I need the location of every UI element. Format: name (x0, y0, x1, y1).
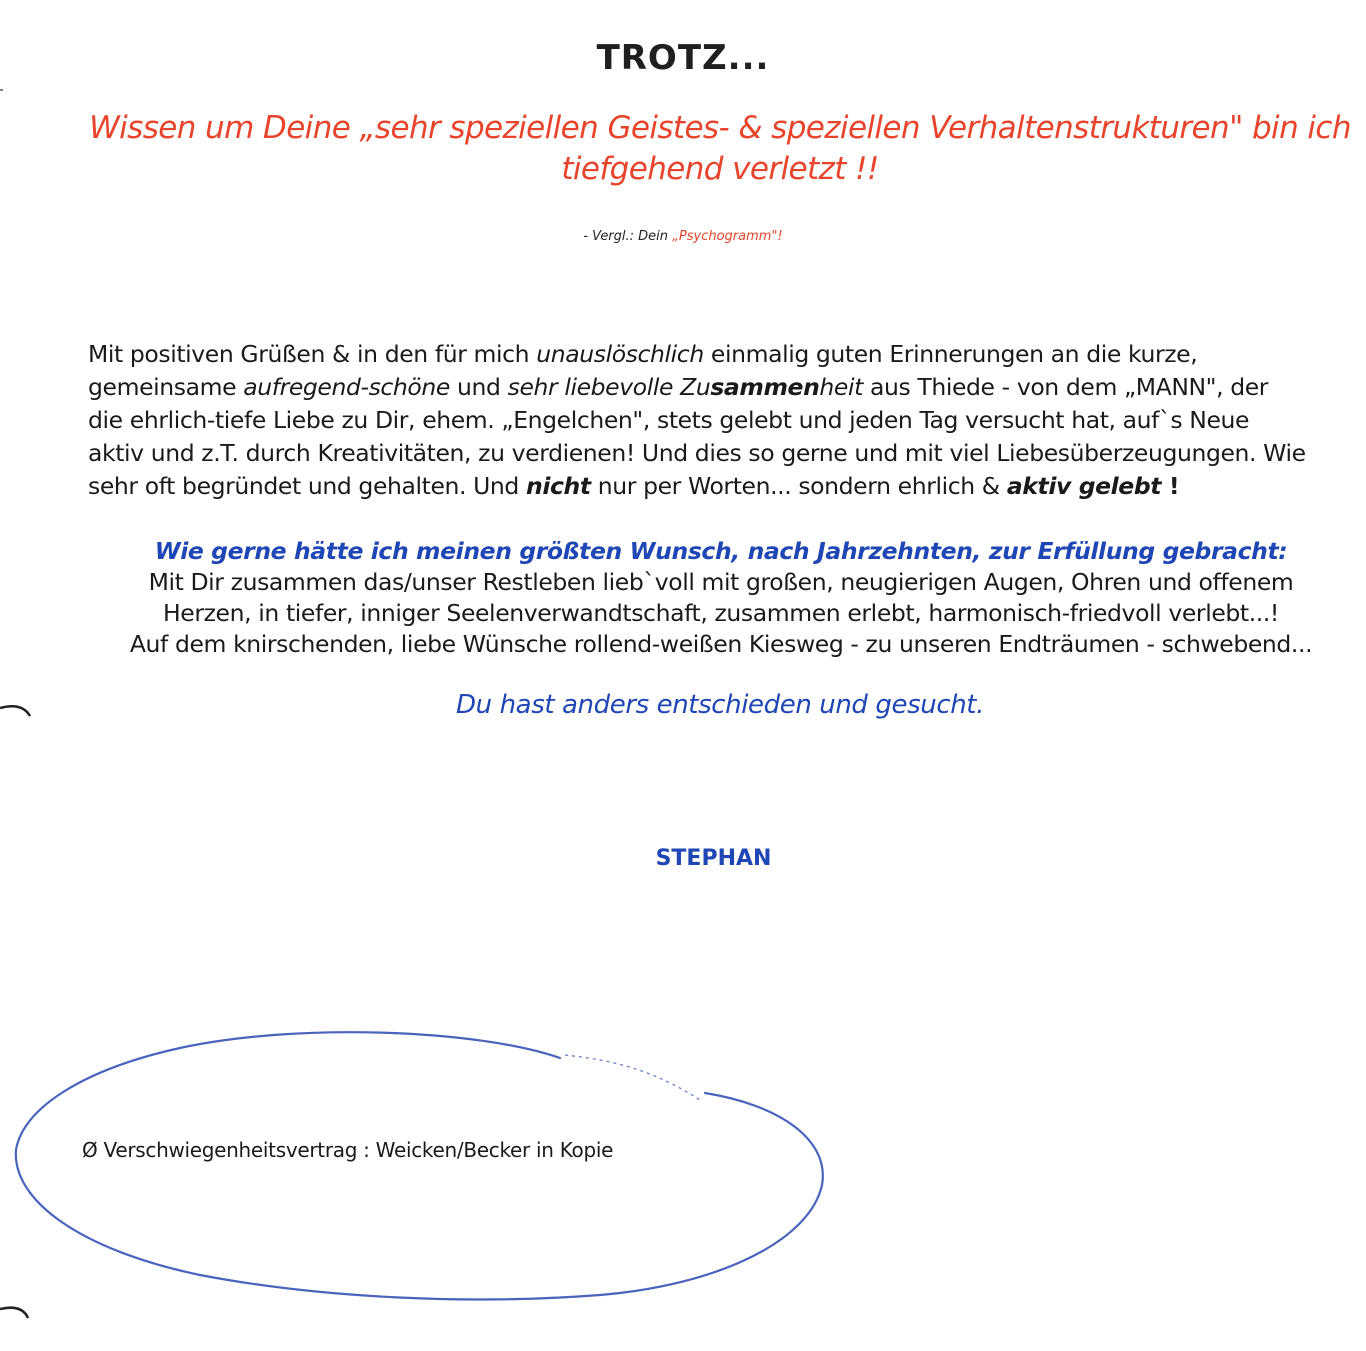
paragraph-exclamation: ! (1161, 472, 1180, 500)
decision-line: Du hast anders entschieden und gesucht. (456, 690, 984, 720)
reference-note (0, 229, 1366, 244)
main-paragraph (88, 338, 1308, 503)
wish-line: Auf dem knirschenden, liebe Wünsche rollend-weißen Kiesweg - zu unseren Endträumen - schwebend... (129, 630, 1313, 658)
paragraph-text: und (449, 373, 508, 401)
paragraph-emphasis: sehr liebevolle Zu (507, 373, 711, 401)
wish-line: Mit Dir zusammen das/unser Restleben lieb`voll mit großen, neugierigen Augen, Ohren und offenem (148, 568, 1294, 596)
wish-line: Herzen, in tiefer, inniger Seelenverwandtschaft, zusammen erlebt, harmonisch-friedvoll verlebt...! (163, 599, 1279, 627)
paragraph-strong: nicht (526, 472, 591, 500)
paragraph-emphasis: heit (819, 373, 863, 401)
wish-heading: Wie gerne hätte ich meinen größten Wunsch, nach Jahrzehnten, zur Erfüllung gebracht: (154, 537, 1288, 565)
signature: STEPHAN (655, 846, 772, 871)
reference-quoted: „Psychogramm"! (672, 229, 783, 244)
paragraph-text: einmalig guten Erinnerungen an die kurze, gemeinsame (88, 340, 1198, 401)
paragraph-text: Mit positiven Grüßen & in den für mich (88, 340, 537, 368)
reference-prefix: - Vergl.: Dein (583, 229, 673, 244)
footnote: Ø Verschwiegenheitsvertrag : Weicken/Becker in Kopie (82, 1138, 614, 1162)
paragraph-emphasis: unauslöschlich (536, 340, 704, 368)
subtitle: Wissen um Deine „sehr speziellen Geistes- & speziellen Verhaltenstrukturen" bin ich tiefgehend verletzt !! (89, 110, 1351, 187)
paragraph-text: aus Thiede - von dem „MANN", der die ehrlich-tiefe Liebe zu Dir, ehem. „Engelchen", stets gelebt und jeden Tag versucht hat, auf`s Neue aktiv und z.T. durch Kreativitäten, zu verdienen! Und dies so gerne und mit viel Liebesüberzeugungen. Wie sehr oft begründet und gehalten. Und (88, 373, 1306, 500)
paragraph-emphasis: aufregend-schöne (243, 373, 450, 401)
wish-block (96, 536, 1346, 660)
paragraph-strong: aktiv gelebt (1006, 472, 1162, 500)
paragraph-strong: sammen (710, 373, 820, 401)
paragraph-text: nur per Worten... sondern ehrlich & (590, 472, 1007, 500)
page-title: TROTZ... (596, 38, 770, 78)
